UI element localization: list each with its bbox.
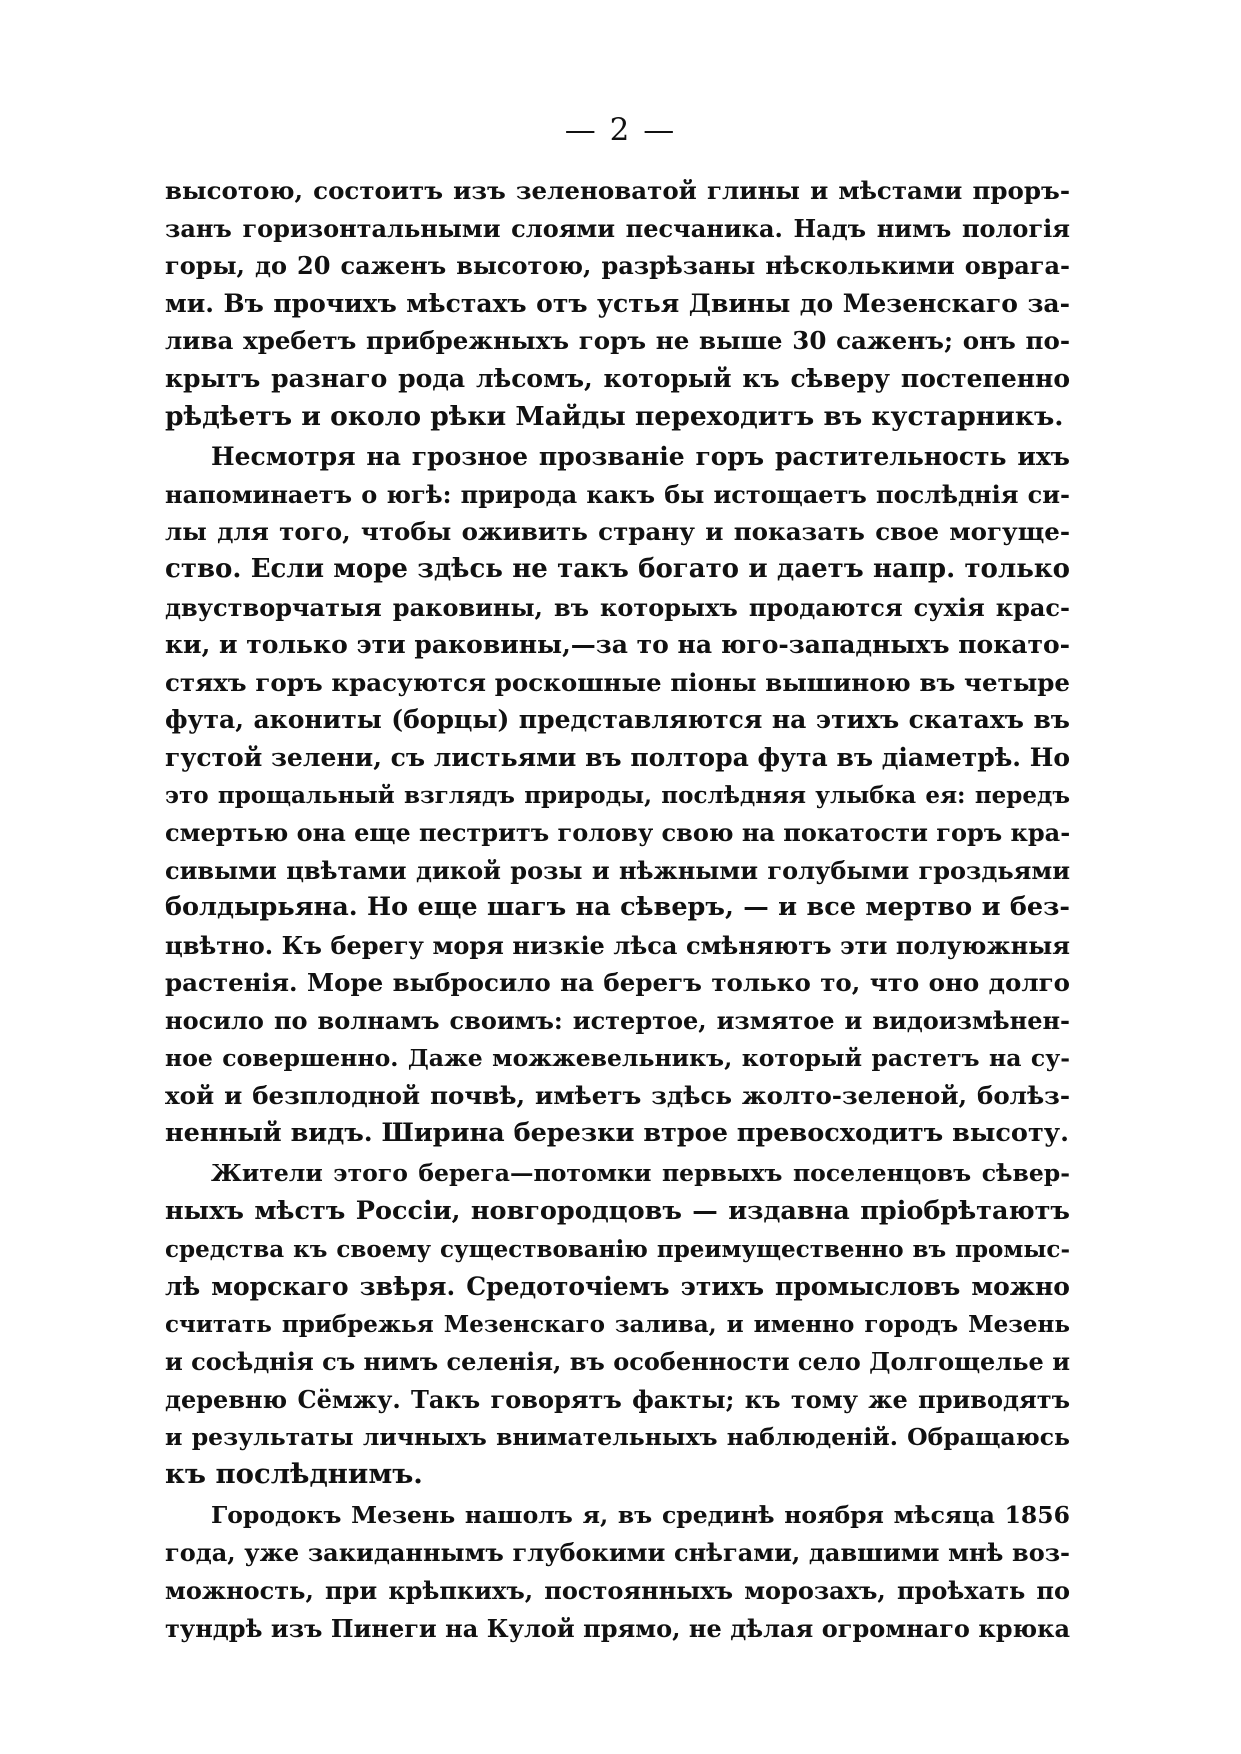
text-line: считать прибрежья Мезенскаго залива, и именно городъ Мезень [165, 1310, 1070, 1338]
text-line: деревню Сёмжу. Такъ говорятъ факты; къ тому же приводятъ [165, 1385, 1070, 1414]
text-line: можность, при крѣпкихъ, постоянныхъ морозахъ, проѣхать по [165, 1575, 1070, 1605]
text-line: растенія. Море выбросило на берегъ только то, что оно долго [165, 968, 1070, 998]
text-line: горы, до 20 саженъ высотою, разрѣзаны нѣсколькими оврага- [165, 251, 1070, 281]
text-line: и сосѣднія съ нимъ селенія, въ особенности село Долгощелье и [165, 1347, 1070, 1377]
text-line: двустворчатыя раковины, въ которыхъ продаются сухія крас- [165, 592, 1070, 622]
text-line: напоминаетъ о югѣ: природа какъ бы истощаетъ послѣднія си- [165, 479, 1070, 509]
text-line: рѣдѣетъ и около рѣки Майды переходитъ въ кустарникъ. [165, 400, 1064, 432]
text-line: года, уже закиданнымъ глубокими снѣгами, давшими мнѣ воз- [165, 1538, 1070, 1568]
text-line: ныхъ мѣстъ Россіи, новгородцовъ — издавна пріобрѣтаютъ [165, 1196, 1070, 1227]
text-line: цвѣтно. Къ берегу моря низкіе лѣса смѣняютъ эти полуюжныя [165, 930, 1070, 960]
text-line: къ послѣднимъ. [165, 1458, 423, 1491]
text-line: сивыми цвѣтами дикой розы и нѣжными голубыми гроздьями [165, 855, 1070, 885]
text-line: фута, акониты (борцы) представляются на этихъ скатахъ въ [165, 705, 1070, 735]
text-line: средства къ своему существованію преимущественно въ промыс- [165, 1235, 1070, 1263]
text-line: ки, и только эти раковины,—за то на юго-западныхъ покато- [165, 630, 1070, 660]
text-line: лива хребетъ прибрежныхъ горъ не выше 30 саженъ; онъ по- [165, 326, 1070, 356]
text-line: высотою, состоитъ изъ зеленоватой глины и мѣстами проръ- [165, 176, 1070, 205]
text-line: стяхъ горъ красуются роскошные піоны вышиною въ четыре [165, 667, 1070, 697]
text-line: это прощальный взглядъ природы, послѣдняя улыбка ея: передъ [165, 781, 1070, 809]
text-line: лы для того, чтобы оживить страну и показать свое могуще- [165, 517, 1070, 547]
paragraph-start-line: Городокъ Мезень нашолъ я, въ срединѣ ноября мѣсяца 1856 [211, 1500, 1070, 1529]
text-line: ненный видъ. Ширина березки втрое превосходитъ высоту. [165, 1117, 1069, 1148]
text-line: густой зелени, съ листьями въ полтора фута въ діаметрѣ. Но [165, 742, 1070, 772]
text-line: ми. Въ прочихъ мѣстахъ отъ устья Двины до Мезенскаго за- [165, 288, 1070, 318]
text-line: ство. Если море здѣсь не такъ богато и даетъ напр. только [165, 553, 1070, 584]
text-line: болдырьяна. Но еще шагъ на сѣверъ, — и все мертво и без- [165, 892, 1070, 923]
text-line: носило по волнамъ своимъ: истертое, измятое и видоизмѣнен- [165, 1006, 1070, 1036]
text-line: ное совершенно. Даже можжевельникъ, который растетъ на су- [165, 1043, 1070, 1072]
paragraph-start-line: Несмотря на грозное прозваніе горъ растительность ихъ [211, 442, 1070, 472]
body-text [165, 172, 1070, 1647]
text-line: тундрѣ изъ Пинеги на Кулой прямо, не дѣлая огромнаго крюка [165, 1613, 1070, 1643]
text-line: лѣ морскаго звѣря. Средоточіемъ этихъ промысловъ можно [165, 1272, 1070, 1302]
text-line: хой и безплодной почвѣ, имѣетъ здѣсь жолто-зеленой, болѣз- [165, 1081, 1070, 1111]
paragraph-start-line: Жители этого берега—потомки первыхъ поселенцовъ сѣвер- [211, 1159, 1070, 1188]
text-line: занъ горизонтальными слоями песчаника. Надъ нимъ пологія [165, 213, 1070, 243]
text-line: и результаты личныхъ внимательныхъ наблюденій. Обращаюсь [165, 1422, 1070, 1451]
text-line: смертью она еще пестритъ голову свою на покатости горъ кра- [165, 818, 1071, 848]
text-line: крытъ разнаго рода лѣсомъ, который къ сѣверу постепенно [165, 363, 1070, 393]
page-number: — 2 — [564, 112, 677, 148]
